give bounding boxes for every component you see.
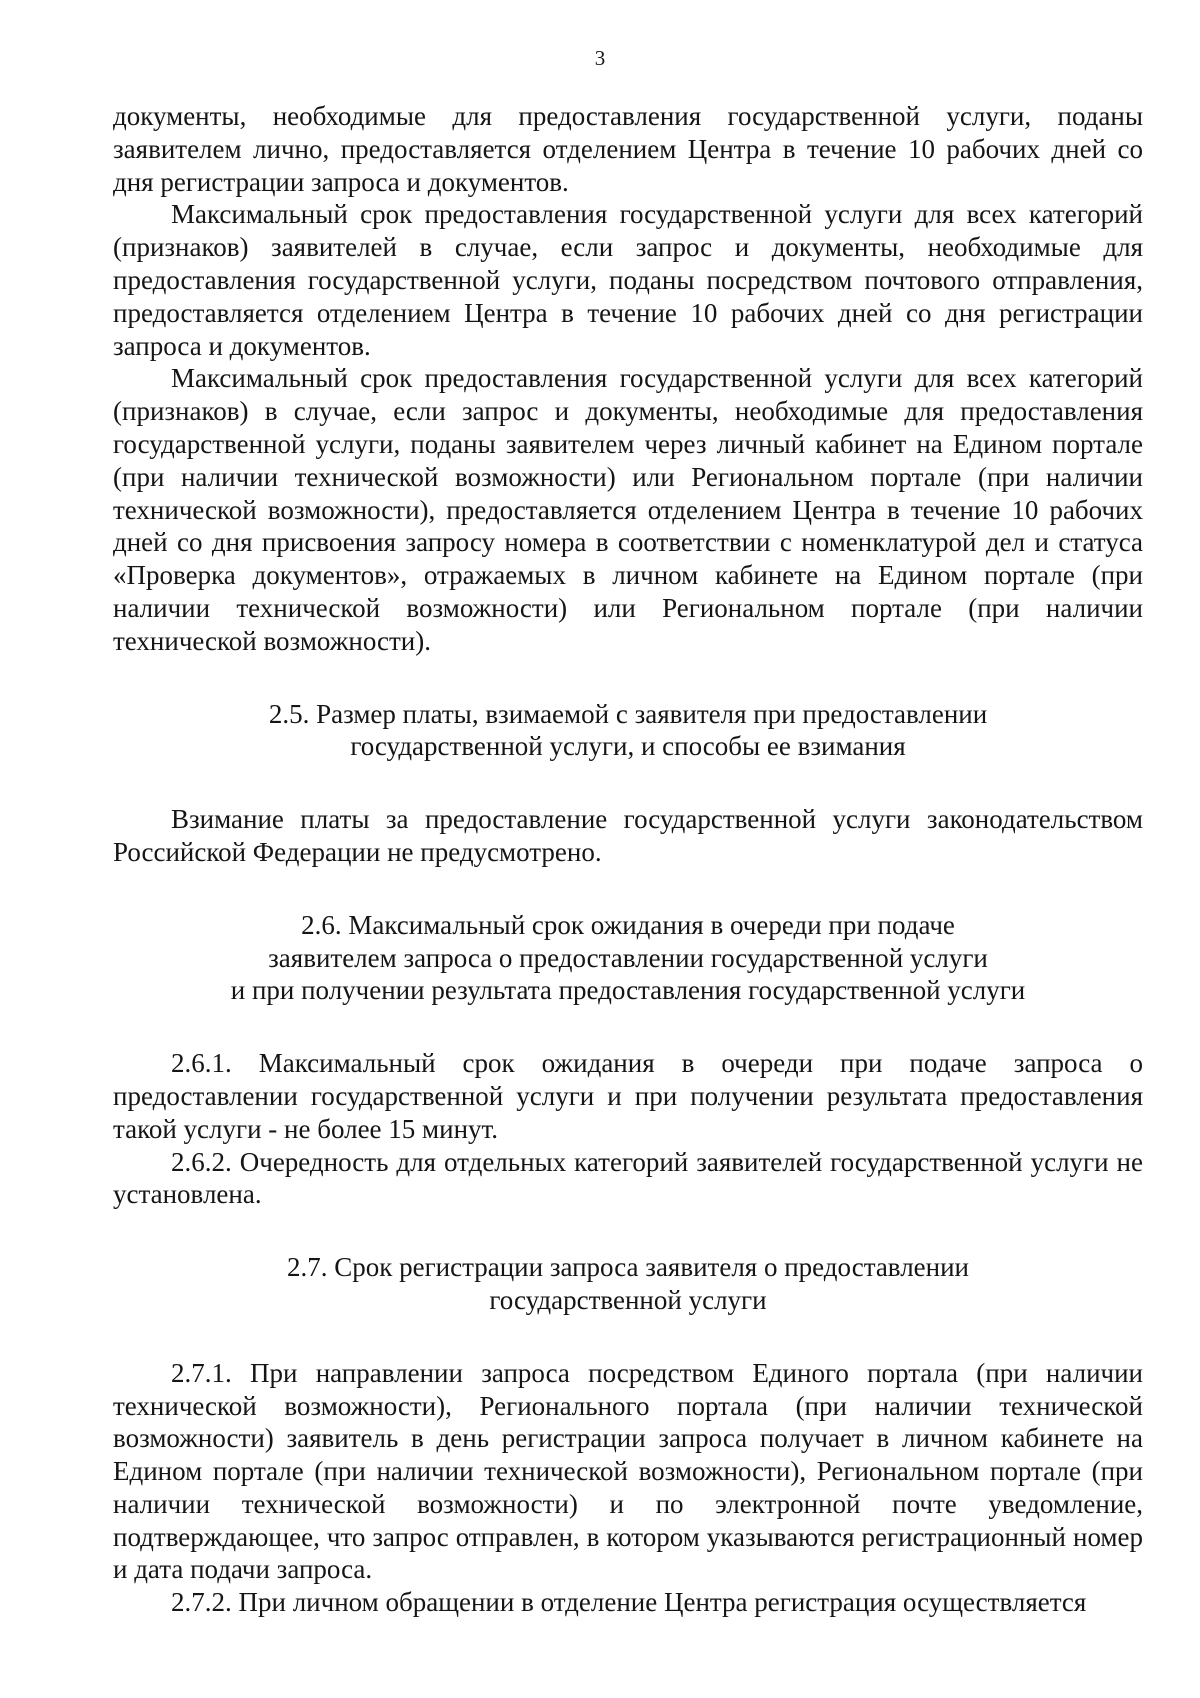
paragraph-fee: Взимание платы за предоставление государственной услуги законодательством Российской Федерации не предусмотрено. (113, 804, 1143, 867)
heading-line: государственной услуги, и способы ее взимания (350, 731, 906, 762)
paragraph-2-6-1: 2.6.1. Максимальный срок ожидания в очереди при подаче запроса о предоставлении государственной услуги и при получении результата предоставления такой услуги - не более 15 минут. (113, 1048, 1143, 1144)
paragraph-continuation: документы, необходимые для предоставления государственной услуги, поданы заявителем лично, предоставляется отделением Центра в течение 10 рабочих дней со дня регистрации запроса и документов. (113, 101, 1143, 197)
heading-line: 2.5. Размер платы, взимаемой с заявителя при предоставлении (268, 698, 988, 729)
heading-line: заявителем запроса о предоставлении государственной услуги (268, 942, 988, 973)
page-number: 3 (594, 46, 606, 70)
section-heading-2-7 (113, 1251, 1143, 1317)
paragraph-portal-term: Максимальный срок предоставления государственной услуги для всех категорий (признаков) в случае, если запрос и документы, необходимые для предоставления государственной услуги, поданы заявителем через личный кабинет на Едином портале (при наличии технической возможности) или Региональном портале (при наличии технической возможности), предоставляется отделением Центра в течение 10 рабочих дней со дня присвоения запросу номера в соответствии с номенклатурой дел и статуса «Проверка документов», отражаемых в личном кабинете на Едином портале (при наличии технической возможности) или Региональном портале (при наличии технической возможности). (113, 363, 1143, 656)
heading-line: и при получении результата предоставления государственной услуги (230, 975, 1026, 1006)
paragraph-2-7-1: 2.7.1. При направлении запроса посредством Единого портала (при наличии технической возможности), Регионального портала (при наличии технической возможности) заявитель в день регистрации запроса получает в личном кабинете на Едином портале (при наличии технической возможности), Региональном портале (при наличии технической возможности) и по электронной почте уведомление, подтверждающее, что запрос отправлен, в котором указываются регистрационный номер и дата подачи запроса. (113, 1357, 1143, 1585)
heading-line: 2.6. Максимальный срок ожидания в очереди при подаче (301, 909, 955, 940)
heading-line: 2.7. Срок регистрации запроса заявителя о предоставлении (286, 1252, 969, 1283)
document-body (113, 100, 1143, 1619)
paragraph-2-7-2: 2.7.2. При личном обращении в отделение Центра регистрация осуществляется (171, 1587, 1087, 1618)
paragraph-postal-term: Максимальный срок предоставления государственной услуги для всех категорий (признаков) заявителей в случае, если запрос и документы, необходимые для предоставления государственной услуги, поданы посредством почтового отправления, предоставляется отделением Центра в течение 10 рабочих дней со дня регистрации запроса и документов. (113, 199, 1143, 361)
section-heading-2-5 (113, 698, 1143, 764)
paragraph-2-6-2: 2.6.2. Очередность для отдельных категорий заявителей государственной услуги не установлена. (113, 1146, 1143, 1210)
heading-line: государственной услуги (489, 1284, 767, 1315)
section-heading-2-6 (113, 909, 1143, 1007)
